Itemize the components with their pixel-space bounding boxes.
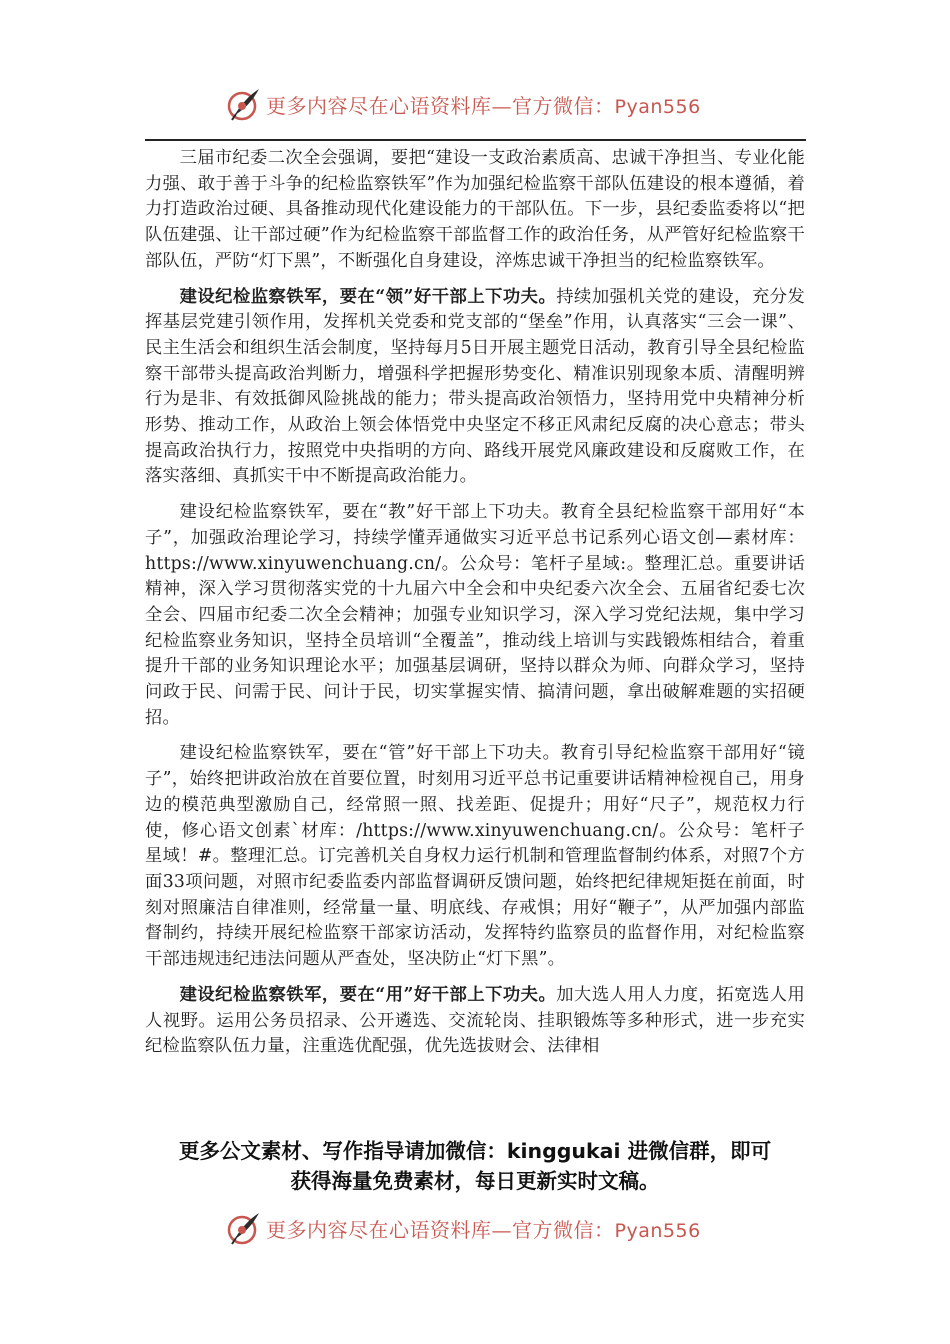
promo-line-2: 获得海量免费素材，每日更新实时文稿。 <box>290 1169 660 1193</box>
footer-brand-text <box>266 1214 701 1243</box>
header-brand <box>226 84 746 124</box>
paragraph-2-text: 持续加强机关党的建设，充分发挥基层党建引领作用，发挥机关党委和党支部的“堡垒”作用，认真落实“三会一课”、民主生活会和组织生活会制度，坚持每月5日开展主题党日活动，教育引导全县纪检监察干部带头提高政治判断力，增强科学把握形势变化、精准识别现象本质、清醒明辨行为是非、有效抵御风险挑战的能力；带头提高政治领悟力，坚持用党中央精神分析形势、推动工作，从政治上领会体悟党中央坚定不移正风肃纪反腐的决心意志；带头提高政治执行力，按照党中央指明的方向、路线开展党风廉政建设和反腐败工作，在落实落细、真抓实干中不断提高政治能力。 <box>145 286 805 487</box>
document-body <box>145 146 805 1070</box>
promo-line-1: 更多公文素材、写作指导请加微信：kinggukai 进微信群，即可 <box>178 1139 772 1163</box>
header-wechat-id: Pyan556 <box>614 95 701 118</box>
promo-banner <box>145 1136 805 1196</box>
quill-logo-icon <box>226 1210 262 1246</box>
footer-brand-label: 更多内容尽在心语资料库—官方微信： <box>266 1217 615 1242</box>
paragraph-4: 建设纪检监察铁军，要在“管”好干部上下功夫。教育引导纪检监察干部用好“镜子”，始终把讲政治放在首要位置，时刻用习近平总书记重要讲话精神检视自己，用身边的模范典型激励自己，经常照一照、找差距、促提升；用好“尺子”，规范权力行使，修心语文创素`材库：/https://www.xinyuwenchuang.cn/。公众号：笔杆子星域！#。整理汇总。订完善机关自身权力运行机制和管理监督制约体系，对照7个方面33项问题，对照市纪委监委内部监督调研反馈问题，始终把纪律规矩挺在前面，时刻对照廉洁自律准则，经常量一量、明底线、存戒惧；用好“鞭子”，从严加强内部监督制约，持续开展纪检监察干部家访活动，发挥特约监察员的监督作用，对纪检监察干部违规违纪违法问题从严查处，坚决防止“灯下黑”。 <box>145 743 805 970</box>
paragraph-5 <box>145 983 805 1060</box>
paragraph-2 <box>145 285 805 491</box>
footer-brand <box>226 1208 746 1248</box>
paragraph-5-text: 加大选人用人力度，拓宽选人用人视野。运用公务员招录、公开遴选、交流轮岗、挂职锻炼等多种形式，进一步充实纪检监察队伍力量，注重选优配强，优先选拔财会、法律相 <box>145 984 805 1057</box>
paragraph-2-lead: 建设纪检监察铁军，要在“领”好干部上下功夫。 <box>179 286 557 307</box>
header-brand-label: 更多内容尽在心语资料库—官方微信： <box>266 93 615 118</box>
quill-logo-icon <box>226 86 262 122</box>
header-divider <box>145 139 806 141</box>
paragraph-3: 建设纪检监察铁军，要在“教”好干部上下功夫。教育全县纪检监察干部用好“本子”，加强政治理论学习，持续学懂弄通做实习近平总书记系列心语文创—素材库：https://www.xinyuwenchuang.cn/。公众号：笔杆子星域:。整理汇总。重要讲话精神，深入学习贯彻落实党的十九届六中全会和中央纪委六次全会、五届省纪委七次全会、四届市纪委二次全会精神；加强专业知识学习，深入学习党纪法规，集中学习纪检监察业务知识，坚持全员培训“全覆盖”，推动线上培训与实践锻炼相结合，着重提升干部的业务知识理论水平；加强基层调研，坚持以群众为师、向群众学习，坚持问政于民、问需于民、问计于民，切实掌握实情、搞清问题，拿出破解难题的实招硬招。 <box>145 502 805 728</box>
paragraph-5-lead: 建设纪检监察铁军，要在“用”好干部上下功夫。 <box>179 984 557 1005</box>
footer-wechat-id: Pyan556 <box>614 1219 701 1242</box>
paragraph-1: 三届市纪委二次全会强调，要把“建设一支政治素质高、忠诚干净担当、专业化能力强、敢于善于斗争的纪检监察铁军”作为加强纪检监察干部队伍建设的根本遵循，着力打造政治过硬、具备推动现代化建设能力的干部队伍。下一步，县纪委监委将以“把队伍建强、让干部过硬”作为纪检监察干部监督工作的政治任务，从严管好纪检监察干部队伍，严防“灯下黑”，不断强化自身建设，淬炼忠诚干净担当的纪检监察铁军。 <box>145 148 805 271</box>
header-brand-text <box>266 90 701 119</box>
